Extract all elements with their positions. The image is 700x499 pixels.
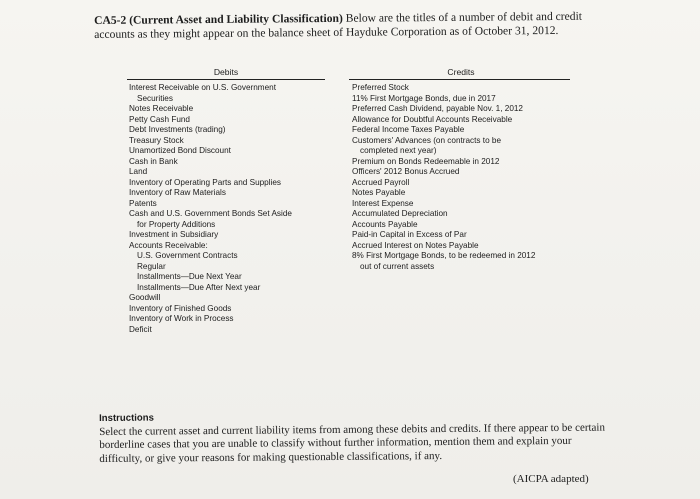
debits-heading: Debits [213,67,239,77]
account-item: 11% First Mortgage Bonds, due in 2017 [352,93,496,103]
account-item: Regular [137,261,166,271]
source-credit: (AICPA adapted) [513,473,589,485]
account-item: Allowance for Doubtful Accounts Receivable [352,114,513,124]
credits-list [352,83,535,272]
account-item: Inventory of Raw Materials [129,188,226,197]
account-item: Unamortized Bond Discount [129,146,231,155]
problem-header [94,9,614,42]
credits-heading: Credits [447,67,475,77]
account-item: completed next year) [360,146,437,155]
instructions-heading: Instructions [99,412,155,424]
problem-text: Below are the titles of a number of debit and credit accounts as they might appear on the balance sheet of Hayduke Corporation as of October 31, 2012. [94,9,583,41]
account-item: Patents [129,198,157,208]
account-item: Accrued Interest on Notes Payable [352,240,479,250]
account-item: Notes Payable [352,188,406,197]
account-item: Treasury Stock [129,135,184,145]
account-item: Preferred Stock [352,83,409,92]
instructions-block [99,408,609,466]
account-item: Paid-in Capital in Excess of Par [352,230,467,239]
account-item: U.S. Government Contracts [137,251,238,260]
account-item: Investment in Subsidiary [129,230,219,239]
account-item: Interest Receivable on U.S. Government [129,83,276,92]
account-item: Land [129,167,148,176]
account-item: for Property Additions [137,219,216,229]
account-item: Debt Investments (trading) [129,125,226,134]
account-item: Accumulated Depreciation [352,209,448,218]
account-item: 8% First Mortgage Bonds, to be redeemed in 2012 [352,251,536,260]
debits-list [129,83,292,335]
account-item: Interest Expense [352,198,414,208]
instructions-text: Select the current asset and current liability items from among these debits and credits. If there appear to be certain borderline cases that you are unable to classify without further information, mention them and explain your difficulty, or give your reasons for making questionable classifications, if any. [99,421,606,465]
account-item: Inventory of Finished Goods [129,303,232,313]
account-item: Securities [137,93,173,103]
account-item: Accounts Payable [352,219,418,229]
account-item: Accounts Receivable: [129,240,208,250]
account-item: Inventory of Work in Process [129,314,234,323]
account-item: Inventory of Operating Parts and Supplies [129,177,282,187]
account-item: Preferred Cash Dividend, payable Nov. 1, 2012 [352,104,523,113]
account-item: Installments—Due Next Year [137,272,242,281]
account-item: Cash in Bank [129,156,178,166]
debits-rule [127,79,325,80]
account-item: Installments—Due After Next year [137,282,261,292]
account-item: Goodwill [129,293,161,302]
account-item: Petty Cash Fund [129,114,190,124]
problem-title: (Current Asset and Liability Classification) [129,11,343,27]
account-item: Cash and U.S. Government Bonds Set Aside [129,209,292,218]
account-item: Notes Receivable [129,104,194,113]
account-item: Premium on Bonds Redeemable in 2012 [352,156,500,166]
account-item: Officers' 2012 Bonus Accrued [352,167,460,176]
account-item: out of current assets [360,261,435,271]
account-item: Customers' Advances (on contracts to be [352,135,502,145]
account-item: Federal Income Taxes Payable [352,125,465,134]
problem-id: CA5-2 [94,13,127,27]
account-item: Deficit [129,324,152,334]
account-item: Accrued Payroll [352,177,410,187]
credits-rule [349,79,570,80]
